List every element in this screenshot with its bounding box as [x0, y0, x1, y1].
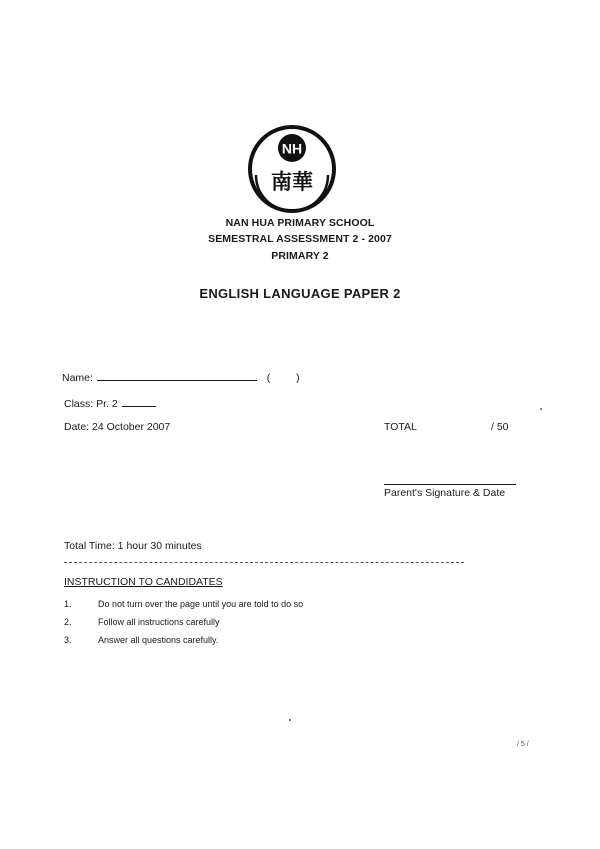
school-name: NAN HUA PRIMARY SCHOOL	[225, 217, 375, 229]
name-field[interactable]	[97, 380, 257, 381]
instruction-number: 3.	[64, 635, 72, 645]
class-row	[64, 398, 157, 410]
total-time: Total Time: 1 hour 30 minutes	[64, 540, 202, 552]
school-logo	[246, 123, 338, 215]
divider	[64, 562, 464, 563]
class-label: Class: Pr. 2	[64, 398, 118, 410]
instruction-text: Follow all instructions carefully	[98, 617, 220, 627]
index-paren-close: )	[296, 372, 300, 384]
name-label: Name:	[62, 372, 93, 384]
logo-letters: NH	[281, 140, 303, 157]
instruction-number: 2.	[64, 617, 72, 627]
instruction-text: Answer all questions carefully.	[98, 635, 219, 645]
instruction-number: 1.	[64, 599, 72, 609]
index-paren-open: (	[266, 372, 271, 384]
signature-label: Parent's Signature & Date	[384, 487, 506, 499]
level-title: PRIMARY 2	[271, 250, 329, 262]
date-text: Date: 24 October 2007	[64, 421, 171, 433]
instruction-text: Do not turn over the page until you are told to do so	[98, 599, 304, 609]
page-mark: / 5 /	[517, 741, 529, 748]
signature-line[interactable]	[384, 484, 516, 485]
paper-title: ENGLISH LANGUAGE PAPER 2	[199, 286, 401, 301]
scan-speck	[289, 719, 291, 721]
total-label: TOTAL	[384, 421, 417, 433]
scan-speck	[540, 408, 542, 410]
exam-title: SEMESTRAL ASSESSMENT 2 - 2007	[208, 233, 392, 245]
logo-chinese: 南華	[271, 170, 313, 194]
class-field[interactable]	[122, 406, 156, 407]
name-row	[62, 372, 300, 384]
instructions-title: INSTRUCTION TO CANDIDATES	[64, 576, 223, 588]
total-value: / 50	[491, 421, 509, 433]
